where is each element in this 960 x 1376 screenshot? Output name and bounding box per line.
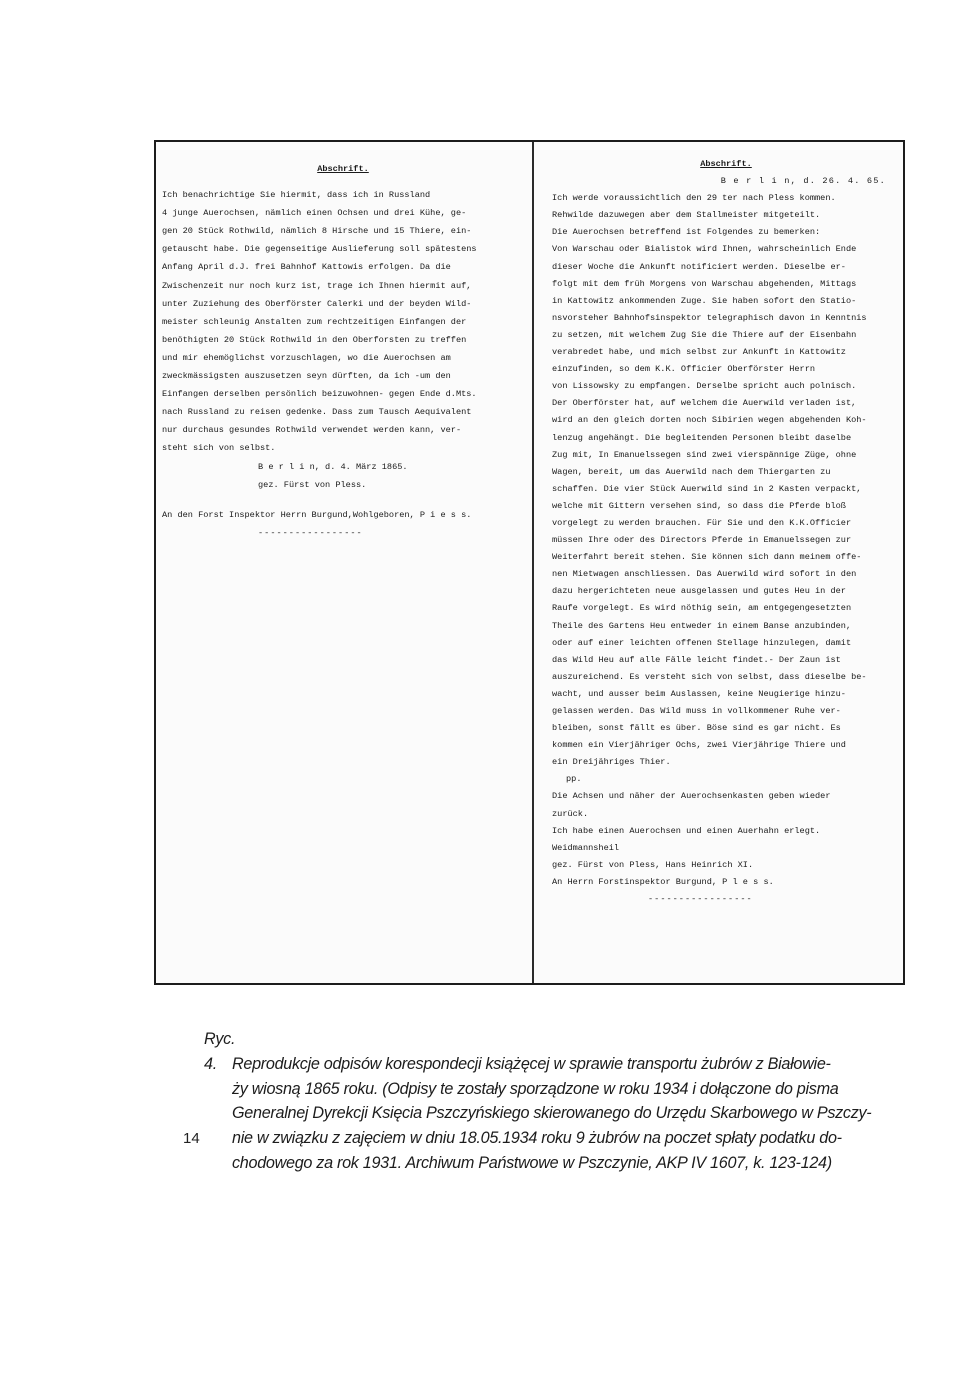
page-number: 14 (183, 1130, 200, 1147)
text-line: gelassen werden. Das Wild muss in vollkommener Ruhe ver- (552, 706, 841, 716)
text-line: Zwischenzeit nur noch kurz ist, trage ich Ihnen hiermit auf, (162, 280, 472, 291)
text-line: oder auf einer leichten offenen Stellage hinzulegen, damit (552, 637, 852, 648)
caption-line: Generalnej Dyrekcji Księcia Pszczyńskiego skierowanego do Urzędu Skarbowego w Pszczy- (232, 1104, 872, 1123)
column-divider (532, 142, 534, 983)
left-document-rule: ----------------- (258, 527, 363, 538)
right-document-date: B e r l i n, d. 26. 4. 65. (720, 176, 886, 187)
caption-line: ży wiosną 1865 roku. (Odpisy te zostały sporządzone w roku 1934 i dołączone do pisma (232, 1079, 839, 1098)
text-line: 4 junge Auerochsen, nämlich einen Ochsen und drei Kühe, ge- (162, 208, 467, 219)
text-line: Anfang April d.J. frei Bahnhof Kattowis erfolgen. Da die (162, 262, 451, 273)
text-line: vorgelegt zu werden brauchen. Für Sie und den K.K.Officier (552, 517, 852, 528)
text-line: Ich benachrichtige Sie hiermit, dass ich in Russland (162, 190, 431, 201)
text-line: schaffen. Die vier Stück Auerwild sind in 2 Kasten verpackt, (552, 483, 862, 494)
text-line: welche mit Gittern versehen sind, so dass die Pferde bloß (552, 500, 846, 511)
text-line: folgt mit dem früh Morgens von Warschau abgehenden, Mittags (552, 278, 857, 289)
text-line: dieser Woche die Ankunft notificiert werden. Dieselbe er- (552, 261, 846, 272)
text-line: von Lissowsky zu empfangen. Derselbe spricht auch polnisch. (552, 381, 857, 392)
text-line: Rehwilde dazuwegen aber dem Stallmeister mitgeteilt. (552, 210, 821, 221)
text-line: Die Auerochsen betreffend ist Folgendes zu bemerken: (552, 227, 821, 238)
text-line: auszureichend. Es versteht sich von selbst, dass dieselbe be- (552, 671, 867, 682)
left-document-date: B e r l i n, d. 4. März 1865. (258, 461, 408, 472)
text-line: wird an den gleich dorten noch Sibirien wegen abgehenden Koh- (552, 415, 867, 426)
text-line: das Wild Heu auf alle Fälle leicht findet.- Der Zaun ist (552, 654, 841, 665)
caption-line: Reprodukcje odpisów korespondecji książęcej w sprawie transportu żubrów z Białowie- (232, 1054, 831, 1073)
left-document-address: An den Forst Inspektor Herrn Burgund,Wohlgeboren, P i e s s. (162, 509, 472, 520)
text-line: wacht, und ausser beim Auslassen, keine Neugierige hinzu- (552, 688, 846, 699)
text-line: gez. Fürst von Pless, Hans Heinrich XI. (552, 859, 754, 870)
text-line: Die Achsen und näher der Auerochsenkasten geben wieder (552, 791, 831, 802)
left-document-body (162, 186, 524, 457)
text-line: nen Mietwagen anschliessen. Das Auerwild wird sofort in den (552, 569, 857, 580)
text-line: Raufe vorgelegt. Es wird nöthig sein, am entgegengesetzten (552, 603, 852, 614)
right-document-closing (552, 788, 900, 891)
text-line: und mir ehemöglichst vorzuschlagen, wo die Auerochsen am (162, 352, 451, 363)
text-line: Wagen, bereit, um das Auerwild nach dem Thiergarten zu (552, 466, 831, 477)
text-line: verabredet habe, und mich selbst zur Ankunft in Kattowitz (552, 347, 846, 358)
text-line: dazu hergerichteten neue ausgelassen und gutes Heu in der (552, 586, 846, 597)
left-document-signature: gez. Fürst von Pless. (258, 479, 367, 490)
right-document-pp: pp. (566, 774, 582, 785)
text-line: Ich habe einen Auerochsen und einen Auerhahn erlegt. (552, 825, 821, 836)
text-line: nsvorsteher Bahnhofsinspektor telegraphisch davon in Kenntnis (552, 312, 867, 323)
caption-line: nie w związku z zajęciem w dniu 18.05.1934 roku 9 żubrów na poczet spłaty podatku do- (232, 1129, 842, 1148)
text-line: benöthigten 20 Stück Rothwild in den Oberforsten zu treffen (162, 334, 467, 345)
scanned-documents (154, 140, 905, 985)
caption-label: Ryc. 4. (204, 1030, 236, 1073)
text-line: Theile des Gartens Heu entweder in einem Banse anzubinden, (552, 620, 852, 631)
text-line: unter Zuziehung des Oberförster Calerki und der beyden Wild- (162, 298, 472, 309)
text-line: müssen Ihre oder des Directors Pferde in Emanuelssegen zur (552, 535, 852, 546)
text-line: zweckmässigsten auszusetzen seyn dürften, da ich -um den (162, 371, 451, 382)
text-line: Von Warschau oder Bialistok wird Ihnen, wahrscheinlich Ende (552, 244, 857, 255)
text-line: Weidmannsheil (552, 842, 620, 853)
text-line: zurück. (552, 808, 589, 819)
text-line: Weiterfahrt bereit stehen. Sie können sich dann meinem offe- (552, 552, 862, 563)
left-document-title: Abschrift. (317, 164, 369, 174)
text-line: nur durchaus gesundes Rothwild verwendet werden kann, ver- (162, 425, 462, 436)
text-line: meister schleunig Anstalten zum rechtzeitigen Einfangen der (162, 316, 467, 327)
text-line: lenzug angehängt. Die begleitenden Personen bleibt daselbe (552, 432, 852, 443)
text-line: nach Russland zu reisen gedenke. Dass zum Tausch Aequivalent (162, 407, 472, 418)
right-document-body (552, 190, 900, 771)
right-document-rule: ----------------- (648, 894, 753, 905)
text-line: ein Dreijähriges Thier. (552, 757, 671, 768)
text-line: Der Oberförster hat, auf welchem die Auerwild verladen ist, (552, 398, 857, 409)
text-line: einzufinden, so dem K.K. Officier Oberförster Herrn (552, 364, 816, 375)
text-line: Ich werde voraussichtlich den 29 ter nach Pless kommen. (552, 193, 836, 204)
text-line: in Kattowitz ankommenden Zuge. Sie haben sofort den Statio- (552, 295, 857, 306)
right-document (552, 156, 900, 908)
text-line: kommen ein Vierjähriger Ochs, zwei Vierjährige Thiere und (552, 740, 846, 751)
left-document (162, 160, 524, 542)
text-line: zu setzen, mit welchem Zug Sie die Thiere auf der Eisenbahn (552, 329, 857, 340)
right-document-title: Abschrift. (700, 159, 752, 169)
text-line: bleiben, sonst fällt es über. Böse sind es gar nicht. Es (552, 723, 841, 734)
text-line: Einfangen derselben persönlich beizuwohnen- gegen Ende d.Mts. (162, 389, 477, 400)
text-line: An Herrn Forstinspektor Burgund, P l e s s. (552, 876, 774, 887)
text-line: getauscht habe. Die gegenseitige Auslieferung soll spätestens (162, 244, 477, 255)
caption-line: chodowego za rok 1931. Archiwum Państwowe w Pszczynie, AKP IV 1607, k. 123-124) (232, 1153, 832, 1172)
text-line: gen 20 Stück Rothwild, nämlich 8 Hirsche und 15 Thiere, ein- (162, 226, 472, 237)
text-line: Zug mit, In Emanuelssegen sind zwei vierspännige Züge, ohne (552, 449, 857, 460)
text-line: steht sich von selbst. (162, 443, 276, 454)
figure-caption (204, 1027, 924, 1176)
